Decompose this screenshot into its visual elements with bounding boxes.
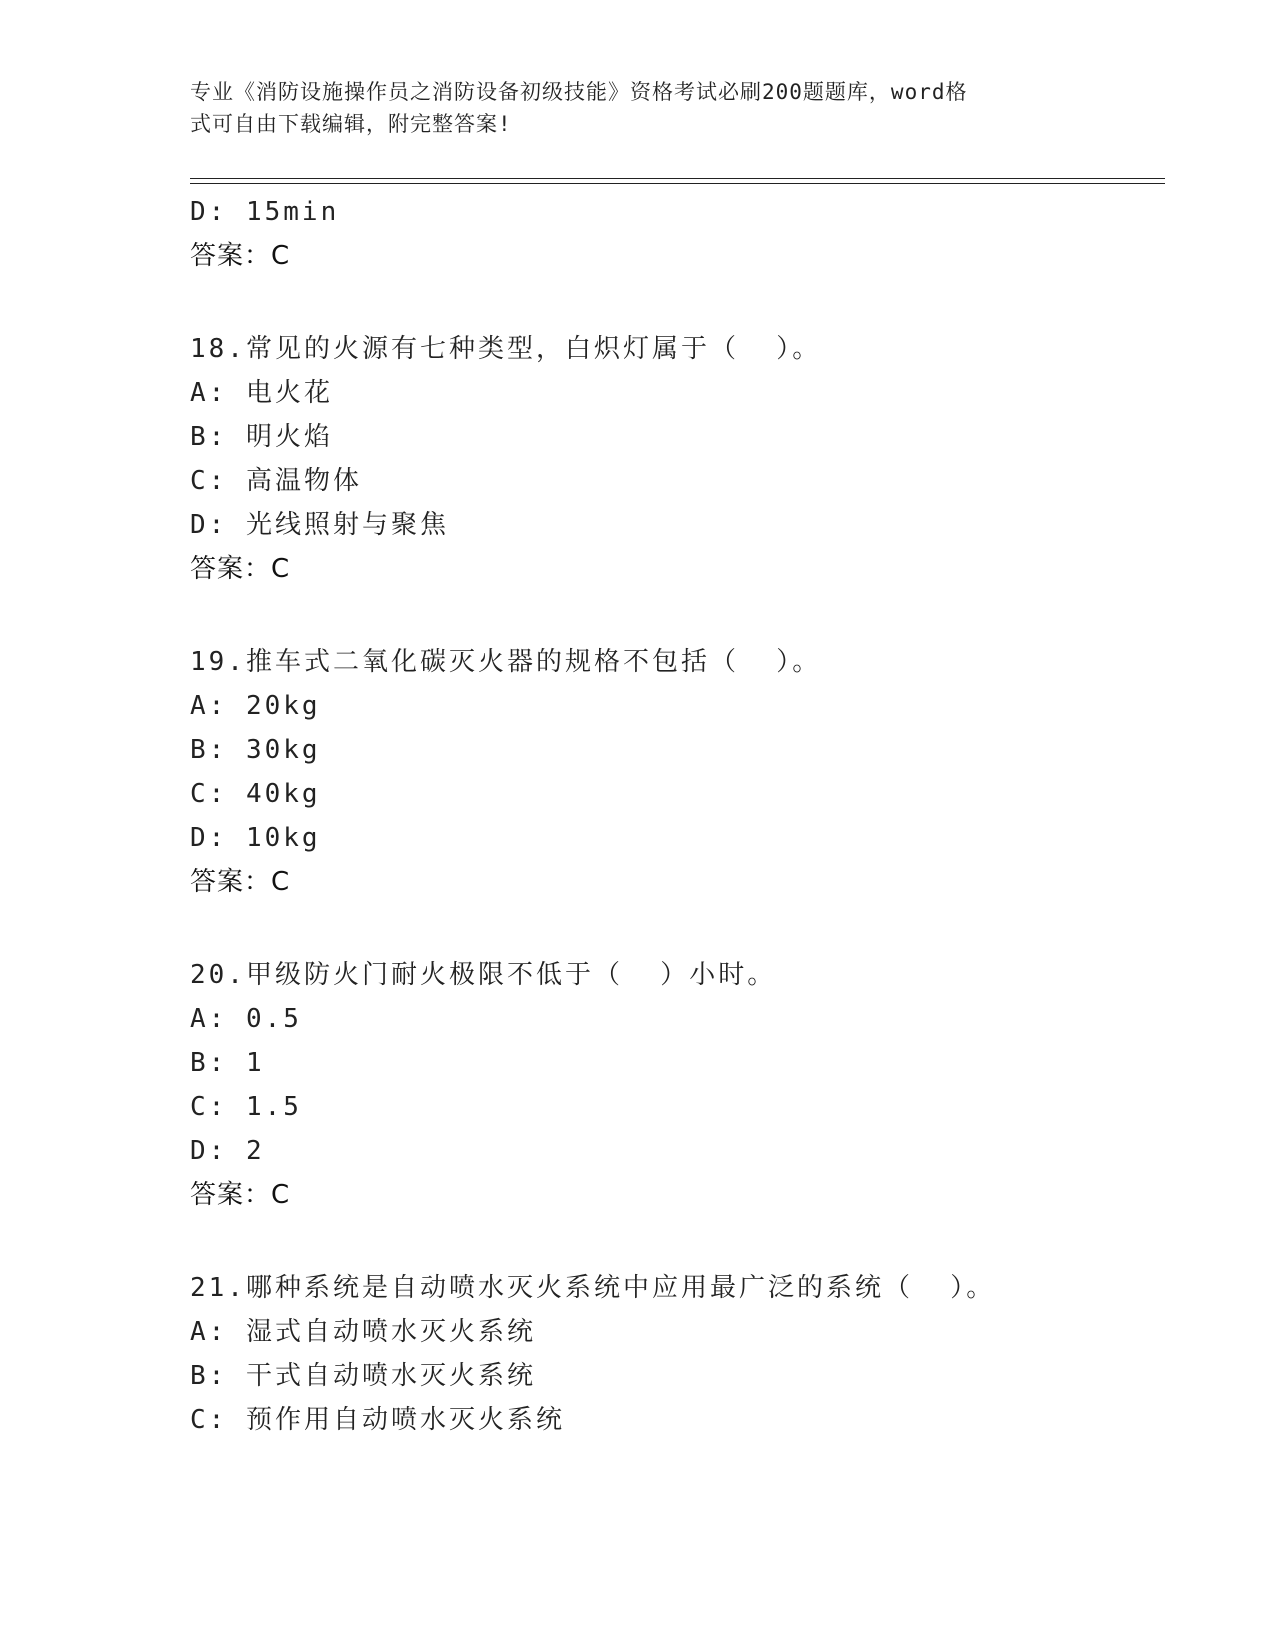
- q20-stem: 20.甲级防火门耐火极限不低于（ ）小时。: [190, 960, 777, 990]
- q19-answer: 答案：C: [190, 867, 291, 897]
- q18-stem: 18.常见的火源有七种类型，白炽灯属于（ ）。: [190, 334, 822, 364]
- q20-option-a: A: 0.5: [190, 1004, 302, 1034]
- document-header: [190, 76, 1080, 140]
- q18-option-b: B: 明火焰: [190, 422, 333, 452]
- q18-option-d: D: 光线照射与聚焦: [190, 510, 449, 540]
- header-line-2: 式可自由下载编辑，附完整答案!: [190, 112, 512, 136]
- header-divider-bottom: [190, 183, 1165, 184]
- q21-option-c: C: 预作用自动喷水灭火系统: [190, 1405, 565, 1435]
- q19-option-c: C: 40kg: [190, 779, 321, 809]
- q18-option-a: A: 电火花: [190, 378, 333, 408]
- header-line-1: 专业《消防设施操作员之消防设备初级技能》资格考试必刷200题题库，word格: [190, 80, 968, 104]
- q20-answer: 答案：C: [190, 1180, 291, 1210]
- q20-option-d: D: 2: [190, 1136, 265, 1166]
- q17-option-d: D: 15min: [190, 197, 340, 227]
- q18-answer: 答案：C: [190, 554, 291, 584]
- q18-option-c: C: 高温物体: [190, 466, 362, 496]
- q19-option-b: B: 30kg: [190, 735, 321, 765]
- q21-option-b: B: 干式自动喷水灭火系统: [190, 1361, 536, 1391]
- q21-stem: 21.哪种系统是自动喷水灭火系统中应用最广泛的系统（ ）。: [190, 1273, 996, 1303]
- q20-option-b: B: 1: [190, 1048, 265, 1078]
- q21-option-a: A: 湿式自动喷水灭火系统: [190, 1317, 536, 1347]
- q19-option-d: D: 10kg: [190, 823, 321, 853]
- q19-stem: 19.推车式二氧化碳灭火器的规格不包括（ ）。: [190, 647, 822, 677]
- q20-option-c: C: 1.5: [190, 1092, 302, 1122]
- header-divider-top: [190, 178, 1165, 179]
- q19-option-a: A: 20kg: [190, 691, 321, 721]
- q17-answer: 答案：C: [190, 241, 291, 271]
